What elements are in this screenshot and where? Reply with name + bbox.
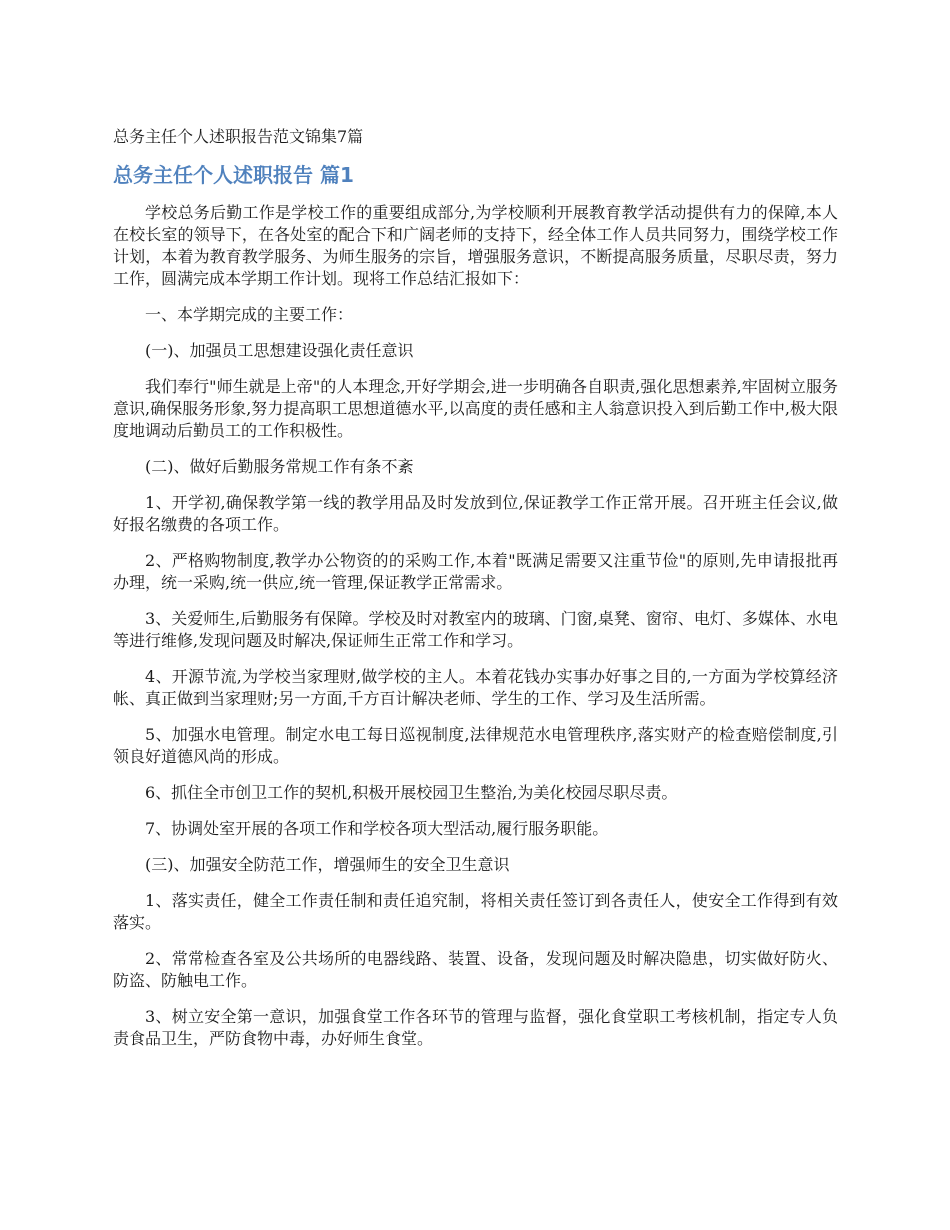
paragraph-11: 6、抓住全市创卫工作的契机,积极开展校园卫生整治,为美化校园尽职尽责。: [145, 783, 678, 802]
paragraph-10: 5、加强水电管理。制定水电工每日巡视制度,法律规范水电管理秩序,落实财产的检查赔偿制度,引领良好道德风尚的形成。: [113, 725, 838, 766]
paragraph-9: 4、开源节流,为学校当家理财,做学校的主人。本着花钱办实事办好事之目的,一方面为学校算经济帐、真正做到当家理财;另一方面,千方百计解决老师、学生的工作、学习及生活所需。: [113, 667, 838, 708]
paragraph-5: (二)、做好后勤服务常规工作有条不紊: [145, 457, 414, 476]
paragraph-15: 2、常常检查各室及公共场所的电器线路、装置、设备，发现问题及时解决隐患，切实做好防火、防盗、防触电工作。: [113, 949, 838, 990]
paragraph-13: (三)、加强安全防范工作，增强师生的安全卫生意识: [145, 855, 510, 874]
paragraph-14: 1、落实责任，健全工作责任制和责任追究制，将相关责任签订到各责任人，使安全工作得到有效落实。: [113, 891, 838, 932]
paragraph-4: 我们奉行"师生就是上帝"的人本理念,开好学期会,进一步明确各自职责,强化思想素养,牢固树立服务意识,确保服务形象,努力提高职工思想道德水平,以高度的责任感和主人翁意识投入到后勤工作中,极大限度地调动后勤员工的工作积极性。: [113, 377, 838, 440]
section-heading: 总务主任个人述职报告 篇1: [113, 163, 354, 187]
paragraph-6: 1、开学初,确保教学第一线的教学用品及时发放到位,保证教学工作正常开展。召开班主任会议,做好报名缴费的各项工作。: [113, 493, 838, 534]
paragraph-12: 7、协调处室开展的各项工作和学校各项大型活动,履行服务职能。: [145, 819, 609, 838]
paragraph-16: 3、树立安全第一意识，加强食堂工作各环节的管理与监督，强化食堂职工考核机制，指定专人负责食品卫生，严防食物中毒，办好师生食堂。: [113, 1007, 838, 1048]
paragraph-1: 学校总务后勤工作是学校工作的重要组成部分,为学校顺利开展教育教学活动提供有力的保障,本人在校长室的领导下，在各处室的配合下和广阔老师的支持下，经全体工作人员共同努力，围绕学校工作计划，本着为教育教学服务、为师生服务的宗旨，增强服务意识，不断提高服务质量，尽职尽责，努力工作，圆满完成本学期工作计划。现将工作总结汇报如下：: [113, 203, 838, 288]
paragraph-2: 一、本学期完成的主要工作：: [145, 305, 354, 324]
paragraph-3: (一)、加强员工思想建设强化责任意识: [145, 341, 414, 360]
document-title: 总务主任个人述职报告范文锦集7篇: [113, 127, 364, 146]
paragraph-8: 3、关爱师生,后勤服务有保障。学校及时对教室内的玻璃、门窗,桌凳、窗帘、电灯、多媒体、水电等进行维修,发现问题及时解决,保证师生正常工作和学习。: [113, 609, 838, 650]
paragraph-7: 2、严格购物制度,教学办公物资的的采购工作,本着"既满足需要又注重节俭"的原则,先申请报批再办理，统一采购,统一供应,统一管理,保证教学正常需求。: [113, 551, 838, 592]
